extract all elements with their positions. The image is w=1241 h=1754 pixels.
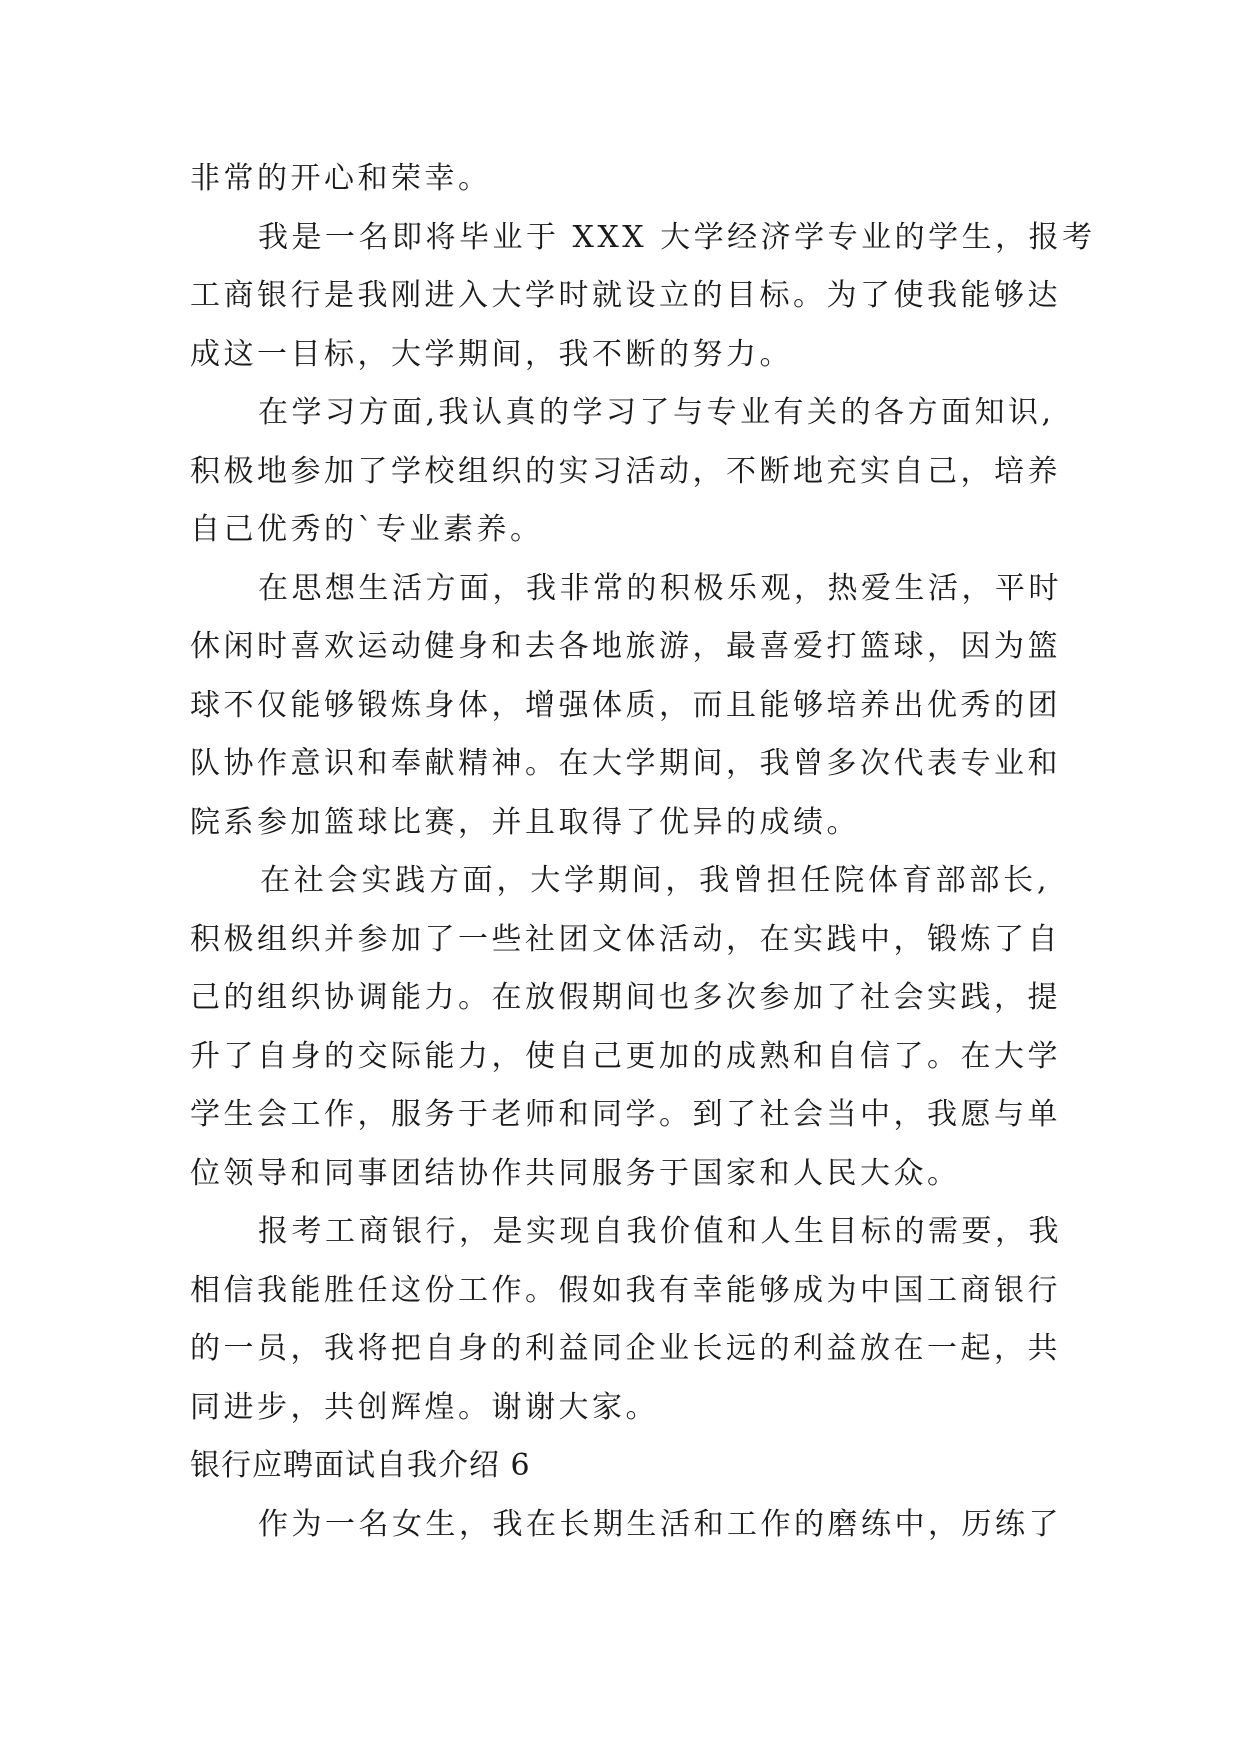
paragraph-line: 学生会工作，服务于老师和同学。到了社会当中，我愿与单: [190, 1097, 1061, 1132]
paragraph-line: 休闲时喜欢运动健身和去各地旅游，最喜爱打篮球，因为篮: [190, 629, 1061, 664]
paragraph-line: 在社会实践方面，大学期间，我曾担任院体育部部长,: [260, 863, 1050, 898]
paragraph-line: 报考工商银行，是实现自我价值和人生目标的需要，我: [258, 1214, 1062, 1249]
paragraph-line: 队协作意识和奉献精神。在大学期间，我曾多次代表专业和: [190, 746, 1061, 781]
paragraph-line: 位领导和同事团结协作共同服务于国家和人民大众。: [190, 1155, 961, 1191]
paragraph-line: 积极组织并参加了一些社团文体活动，在实践中，锻炼了自: [190, 921, 1061, 957]
paragraph-line: 院系参加篮球比赛，并且取得了优异的成绩。: [190, 804, 860, 840]
paragraph-line: 非常的开心和荣幸。: [190, 161, 492, 196]
paragraph-line: 成这一目标，大学期间，我不断的努力。: [190, 336, 793, 372]
section-heading: 银行应聘面试自我介绍 6: [190, 1448, 531, 1483]
paragraph-line: 自己优秀的`专业素养。: [190, 512, 544, 547]
paragraph-line: 的一员，我将把自身的利益同企业长远的利益放在一起，共: [190, 1331, 1061, 1366]
paragraph-line: 在学习方面,我认真的学习了与专业有关的各方面知识,: [258, 395, 1055, 430]
paragraph-line: 同进步，共创辉煌。谢谢大家。: [190, 1389, 659, 1425]
paragraph-line: 球不仅能够锻炼身体，增强体质，而且能够培养出优秀的团: [190, 687, 1061, 723]
paragraph-line: 己的组织协调能力。在放假期间也多次参加了社会实践，提: [190, 980, 1061, 1015]
paragraph-line: 在思想生活方面，我非常的积极乐观，热爱生活，平时: [258, 570, 1062, 606]
paragraph-line: 我是一名即将毕业于 XXX 大学经济学专业的学生，报考: [258, 219, 1096, 255]
paragraph-line: 工商银行是我刚进入大学时就设立的目标。为了使我能够达: [190, 278, 1061, 313]
paragraph-line: 升了自身的交际能力，使自己更加的成熟和自信了。在大学: [190, 1038, 1061, 1074]
body-text: [190, 150, 1096, 1554]
paragraph-line: 作为一名女生，我在长期生活和工作的磨练中，历练了: [258, 1506, 1062, 1542]
paragraph-line: 相信我能胜任这份工作。假如我有幸能够成为中国工商银行: [190, 1272, 1061, 1308]
paragraph-line: 积极地参加了学校组织的实习活动，不断地充实自己，培养: [190, 453, 1061, 489]
